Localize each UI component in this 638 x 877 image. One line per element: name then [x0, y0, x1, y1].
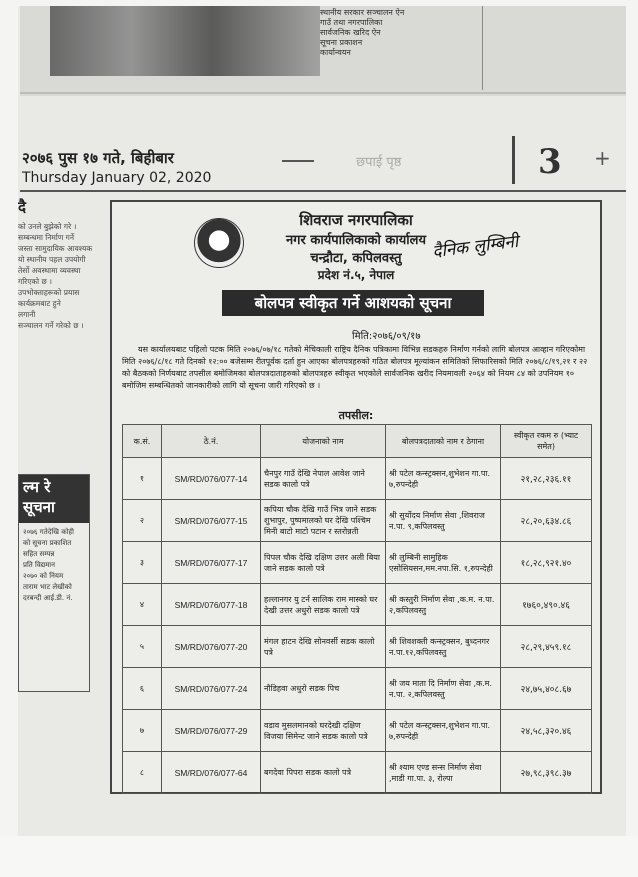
notice-title: बोलपत्र स्वीकृत गर्ने आशयको सूचना: [222, 290, 484, 316]
cell-sn: ५: [123, 626, 162, 668]
notice-date: मिति:२०७६/०९/१७: [352, 331, 421, 342]
cell-ref: SM/RD/076/077-20: [162, 626, 261, 668]
cell-bidder: श्री श्याम एण्ड सन्स निर्माण सेवा ,माडी गा.पा. ३, रोल्पा: [386, 752, 501, 794]
cell-ref: SM/RD/076/077-17: [162, 542, 261, 584]
cell-amount: २८,२०,६३४.८६: [501, 500, 592, 542]
cell-project: हल्लानगर यु टर्न सालिक राम मास्को घर देखी उत्तर अधुरो सडक कालो पत्रे: [261, 584, 386, 626]
cell-project: बगदेवा पिपरा सडक कालो पत्रे: [261, 752, 386, 794]
col-header-amount: स्वीकृत रकम रु (भ्याट समेत): [501, 425, 592, 458]
org-office: नगर कार्यपालिकाको कार्यालय: [285, 233, 427, 248]
org-province: प्रदेश नं.५, नेपाल: [317, 268, 395, 282]
table-row: [123, 584, 592, 626]
table-row: [123, 458, 592, 500]
cell-project: कपिया चौक देखि गाउँ भित्र जाने सडक शुभापुर, पुष्पमालको घर देखि पश्चिम मिनी बाटो माटो पटान र स्तरोन्नती: [261, 500, 386, 542]
col-header-project: योजनाको नाम: [261, 425, 386, 458]
table-row: [123, 752, 592, 794]
cell-amount: १७६०,४९०.४६: [501, 584, 592, 626]
cell-ref: SM/RD/076/077-14: [162, 458, 261, 500]
header-divider: [512, 136, 515, 184]
org-name: शिवराज नगरपालिका: [299, 211, 413, 229]
cell-bidder: श्री शिवशक्ती कन्स्ट्रक्सन, बुध्दनगर न.पा.१२,कपिलवस्तु: [386, 626, 501, 668]
left-notice-box: ल्म रे सूचना २०७६ गतेदेखि कोही को सूचना प्रकाशित सहित सम्पन्न प्रति विद्यमान २०७० को नियम ताराम भाट लेखीको दरबन्दी आई.डी. नं.: [18, 474, 90, 692]
notice-body: यस कार्यालयबाट पहिलो पटक मिति २०७६/०७/१८ गतेको मेचिकाली राष्ट्रिय दैनिक पत्रिकामा विभिन्न सडकहरु निर्माण गर्नको लागि बोलपत्र आव्हान गरिएकोमा मिति २०७६/८/१८ गते दिनको १२:०० बजेसम्म रीतपूर्वक दर्ता हुन आएका बोलपत्रहरुको गठित बोलपत्र मूल्यांकन समितिको सिफारिसको मिति २०७६/८/१९,२१ र २२ को बैठकको निर्णयबाट तपसील बमोजिमका बोलपत्रदाताहरुको बोलपत्रहरु स्वीकृत भएकोले सार्वजनिक खरीद नियमावली २०६४ को नियम ८४ को उपनियम १० बमोजिम सम्बन्धितको जानकारीको लागि यो सूचना जारी गरिएको छ ।: [122, 345, 588, 390]
cell-bidder: श्री लुम्बिनी सामुहिक एसोसियसन,मम.नपा.सि. १,रुपन्देही: [386, 542, 501, 584]
header-rule: [20, 190, 626, 192]
cell-amount: २१,२८,२३६.११: [501, 458, 592, 500]
page-bottom-margin: [0, 836, 638, 877]
top-text-snippet: स्थानीय सरकार सञ्चालन ऐन गाउँ तथा नगरपालिका सार्वजनिक खरिद ऐन सूचना प्रकाशन कार्यान्वयन: [320, 8, 405, 57]
page-number: 3: [538, 142, 562, 182]
top-newspaper-fragment: [20, 6, 626, 96]
table-row: [123, 710, 592, 752]
cell-sn: ३: [123, 542, 162, 584]
cell-ref: SM/RD/076/077-64: [162, 752, 261, 794]
col-header-bidder: बोलपत्रदाताको नाम र ठेगाना: [386, 425, 501, 458]
header-dash: [282, 160, 314, 162]
table-row: [123, 542, 592, 584]
col-header-sn: क.सं.: [123, 425, 162, 458]
table-row: [123, 668, 592, 710]
cell-ref: SM/RD/076/077-18: [162, 584, 261, 626]
cell-bidder: श्री जय माता दि निर्माण सेवा ,क.म. न.पा. २,कपिलवस्तु: [386, 668, 501, 710]
cell-project: नौडिहवा अधुरो सडक पिच: [261, 668, 386, 710]
cell-ref: SM/RD/076/077-15: [162, 500, 261, 542]
cell-sn: १: [123, 458, 162, 500]
cell-sn: ८: [123, 752, 162, 794]
cell-project: चैनपुर गाउँ देखि नेपाल आवेश जाने सडक कालो पत्रे: [261, 458, 386, 500]
crosshair-mark-icon: +: [594, 146, 611, 170]
cell-amount: १८,२८,९२१.४०: [501, 542, 592, 584]
cell-amount: २४,७५,४०८.६७: [501, 668, 592, 710]
cell-amount: २७,९८,३९८.३७: [501, 752, 592, 794]
cell-amount: २८,२९,४५९.१८: [501, 626, 592, 668]
left-box-title: ल्म रे सूचना: [19, 475, 89, 523]
details-heading: तपसील:: [338, 409, 374, 422]
cell-sn: ४: [123, 584, 162, 626]
cell-ref: SM/RD/076/077-24: [162, 668, 261, 710]
col-header-ref: ठे.नं.: [162, 425, 261, 458]
top-right-box: [482, 6, 626, 90]
handwritten-annotation: दैनिक लुम्बिनी: [431, 231, 520, 263]
bid-notice: [110, 200, 602, 794]
cell-project: मंगल हाटन देखि सोनवर्सी सडक कालो पत्रे: [261, 626, 386, 668]
header-faint-title: छपाई पृष्ठ: [356, 155, 402, 170]
table-header-row: [123, 425, 592, 458]
cell-bidder: श्री पटेल कन्स्ट्रक्सन,शुभेशन गा.पा. ७,रुपन्देही: [386, 710, 501, 752]
cell-sn: ६: [123, 668, 162, 710]
table-row: [123, 626, 592, 668]
cell-bidder: श्री कस्तुरी निर्माण सेवा ,क.म. न.पा. २,कपिलवस्तु: [386, 584, 501, 626]
cell-amount: २४,५८,३२०.४६: [501, 710, 592, 752]
cell-bidder: श्री पटेल कन्स्ट्रक्सन,शुभेशन गा.पा. ७,रुपन्देही: [386, 458, 501, 500]
cell-project: पिपल चौक देखि दक्षिण उत्तर अली बिया जाने सडक कालो पत्रे: [261, 542, 386, 584]
cell-sn: २: [123, 500, 162, 542]
cell-sn: ७: [123, 710, 162, 752]
header-date-en: Thursday January 02, 2020: [22, 170, 212, 186]
cell-project: वडाव मुसलमानको घरदेखी दक्षिण विजया सिमेन्ट जाने सडक कालो पत्रे: [261, 710, 386, 752]
cell-ref: SM/RD/076/077-29: [162, 710, 261, 752]
cell-bidder: श्री सुर्योदय निर्माण सेवा ,शिवराज न.पा. ९,कपिलवस्तु: [386, 500, 501, 542]
bid-table: [122, 424, 592, 794]
fold-line: [20, 92, 626, 94]
table-row: [123, 500, 592, 542]
org-location: चन्द्रौटा, कपिलवस्तु: [310, 251, 402, 266]
top-photo: [50, 6, 320, 76]
left-column-fragment: दै को उनले बुझेको गरे । सम्बन्धमा निर्माण गर्ने जस्ता सामुदायिक आवश्यक यो स्थानीय पहल उपयोगी तेर्सो अवस्थामा व्यवस्था गरिएको छ । उपभोक्ताहरूको प्रयास कार्यक्रमबाट हुने लगानी सञ्चालन गर्ने गरेको छ ।: [18, 198, 93, 330]
header-date-np: २०७६ पुस १७ गते, बिहीबार: [22, 149, 174, 167]
